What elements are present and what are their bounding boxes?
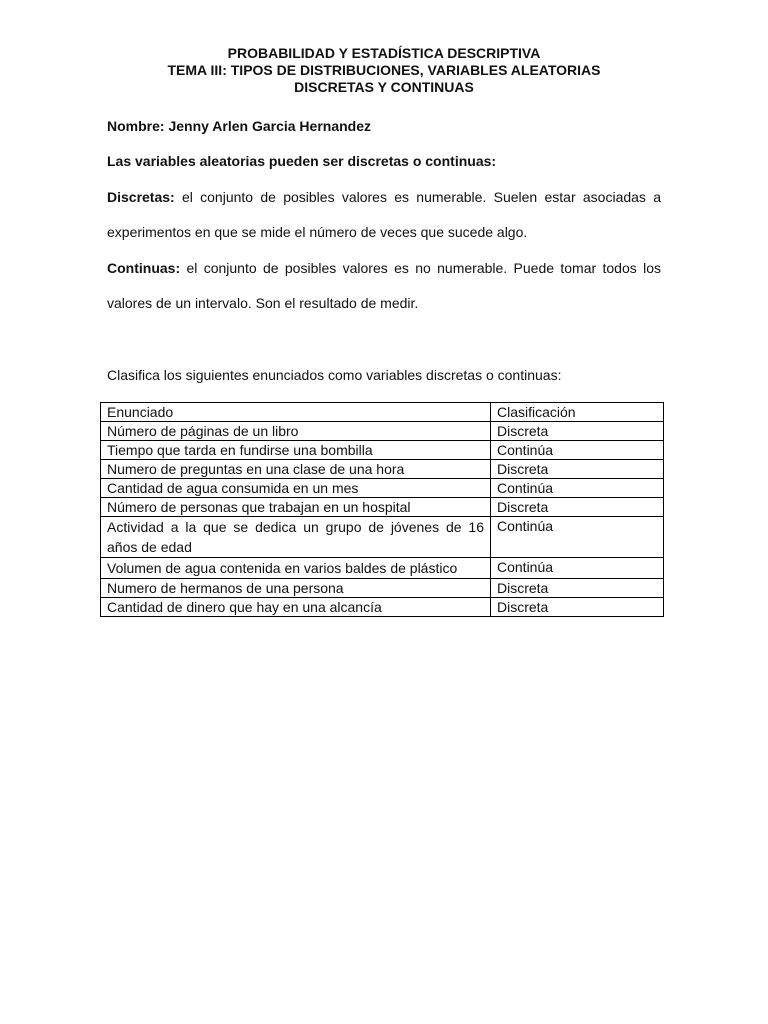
statement-cell: Numero de preguntas en una clase de una hora <box>101 460 491 479</box>
statement-cell: Cantidad de dinero que hay en una alcancía <box>101 598 491 617</box>
table-row <box>101 558 664 579</box>
student-name: Nombre: Jenny Arlen Garcia Hernandez <box>107 118 372 134</box>
statement-cell: Número de páginas de un libro <box>101 422 491 441</box>
classification-table <box>100 402 664 617</box>
table-row <box>101 579 664 598</box>
classification-cell: Discreta <box>491 422 664 441</box>
classification-cell: Discreta <box>491 460 664 479</box>
classification-cell: Continúa <box>491 517 664 558</box>
statement-cell: Número de personas que trabajan en un hospital <box>101 498 491 517</box>
continuas-text: el conjunto de posibles valores es no numerable. Puede tomar todos los valores de un intervalo. Son el resultado de medir. <box>107 260 661 311</box>
classification-cell: Continúa <box>491 558 664 579</box>
table-row <box>101 517 664 558</box>
classification-cell: Continúa <box>491 479 664 498</box>
statement-cell: Actividad a la que se dedica un grupo de jóvenes de 16 años de edad <box>101 517 491 558</box>
classification-cell: Discreta <box>491 598 664 617</box>
table-row <box>101 479 664 498</box>
table-header-row <box>101 403 664 422</box>
discretas-text: el conjunto de posibles valores es numerable. Suelen estar asociadas a experimentos en que se mide el número de veces que sucede algo. <box>107 189 661 240</box>
header-line-2: TEMA III: TIPOS DE DISTRIBUCIONES, VARIABLES ALEATORIAS <box>167 62 601 78</box>
continuas-term: Continuas: <box>107 260 181 276</box>
table-row <box>101 422 664 441</box>
continuas-paragraph <box>107 251 661 321</box>
classification-cell: Continúa <box>491 441 664 460</box>
statement-cell: Numero de hermanos de una persona <box>101 579 491 598</box>
table-row <box>101 441 664 460</box>
table-row <box>101 598 664 617</box>
table-row <box>101 498 664 517</box>
header-line-3: DISCRETAS Y CONTINUAS <box>294 79 474 95</box>
document-header <box>0 45 768 96</box>
table-row <box>101 460 664 479</box>
classification-cell: Discreta <box>491 498 664 517</box>
discretas-term: Discretas: <box>107 189 175 205</box>
statement-cell: Volumen de agua contenida en varios baldes de plástico <box>101 558 491 579</box>
intro-statement: Las variables aleatorias pueden ser discretas o continuas: <box>107 153 497 169</box>
statement-cell: Cantidad de agua consumida en un mes <box>101 479 491 498</box>
column-header-enunciado: Enunciado <box>101 403 491 422</box>
instruction-text: Clasifica los siguientes enunciados como variables discretas o continuas: <box>107 367 562 383</box>
discretas-paragraph <box>107 180 661 250</box>
statement-cell: Tiempo que tarda en fundirse una bombilla <box>101 441 491 460</box>
column-header-clasificacion: Clasificación <box>491 403 664 422</box>
classification-cell: Discreta <box>491 579 664 598</box>
header-line-1: PROBABILIDAD Y ESTADÍSTICA DESCRIPTIVA <box>227 45 541 61</box>
